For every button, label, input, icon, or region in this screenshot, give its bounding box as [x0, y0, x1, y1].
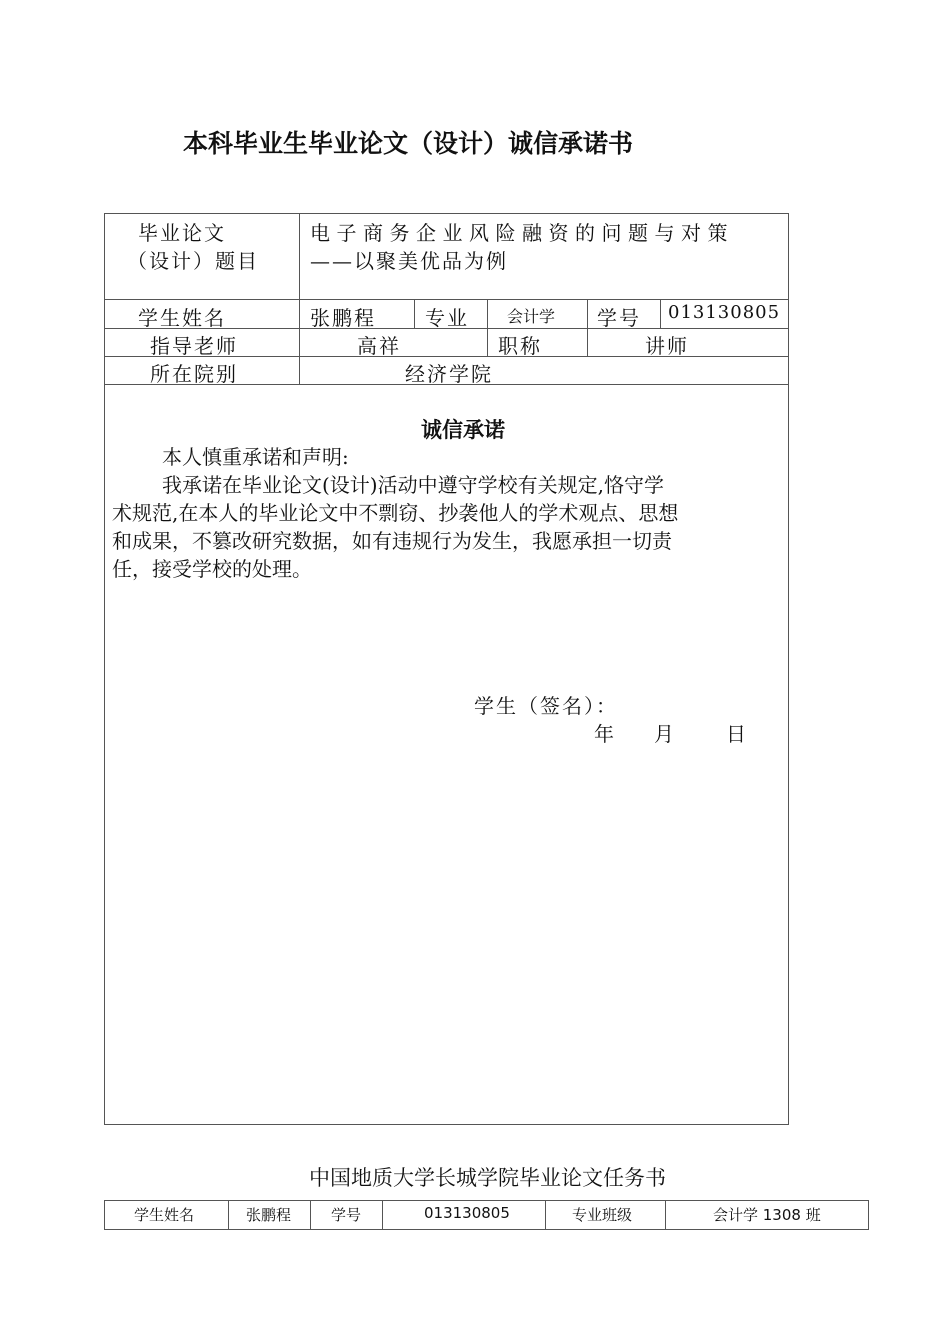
pledge-line: 术规范,在本人的毕业论文中不剽窃、抄袭他人的学术观点、思想 — [112, 501, 679, 525]
table-border — [414, 299, 415, 328]
pledge-line: 任，接受学校的处理。 — [112, 557, 312, 581]
document-title: 本科毕业生毕业论文（设计）诚信承诺书 — [183, 129, 634, 158]
pledge-heading: 诚信承诺 — [421, 418, 505, 442]
table-border — [310, 1200, 311, 1230]
date-month: 月 — [654, 722, 676, 746]
student-name: 张鹏程 — [246, 1206, 292, 1224]
major: 会计学 — [507, 307, 556, 326]
table-border — [788, 213, 789, 1125]
id-label: 学号 — [597, 306, 641, 330]
college-label: 所在院别 — [150, 362, 238, 386]
table-border — [228, 1200, 229, 1230]
pledge-intro: 本人慎重承诺和声明: — [162, 445, 349, 469]
table-border — [299, 213, 300, 384]
advisor: 高祥 — [357, 334, 401, 358]
student-name-label: 学生姓名 — [134, 1206, 195, 1224]
table-border — [587, 299, 588, 356]
date-day: 日 — [726, 722, 748, 746]
date-year: 年 — [594, 722, 616, 746]
table-border — [104, 1124, 789, 1125]
table-border — [545, 1200, 546, 1230]
table-border — [868, 1200, 869, 1230]
task-book-title: 中国地质大学长城学院毕业论文任务书 — [309, 1166, 666, 1190]
class: 会计学 1308 班 — [713, 1206, 821, 1224]
student-id: 013130805 — [424, 1204, 510, 1222]
thesis-topic: 电子商务企业风险融资的问题与对策 — [310, 221, 734, 245]
advisor-label: 指导老师 — [150, 334, 238, 358]
table-border — [104, 1200, 869, 1201]
table-border — [104, 1200, 105, 1230]
table-border — [104, 299, 789, 300]
table-border — [487, 299, 488, 356]
college: 经济学院 — [405, 362, 493, 386]
table-border — [382, 1200, 383, 1230]
topic-label: （设计）题目 — [127, 249, 259, 273]
table-border — [660, 299, 661, 328]
pledge-line: 我承诺在毕业论文(设计)活动中遵守学校有关规定,恪守学 — [162, 473, 664, 497]
id-label: 学号 — [331, 1206, 362, 1224]
signature-label: 学生（签名）： — [474, 694, 618, 718]
major-label: 专业 — [425, 306, 469, 330]
table-border — [104, 213, 105, 1125]
topic-label: 毕业论文 — [138, 221, 226, 245]
student-id: 013130805 — [668, 302, 781, 323]
advisor-title-label: 职称 — [498, 334, 542, 358]
student-name-label: 学生姓名 — [138, 306, 226, 330]
student-name: 张鹏程 — [310, 306, 376, 330]
pledge-line: 和成果，不篡改研究数据，如有违规行为发生，我愿承担一切责 — [112, 529, 672, 553]
class-label: 专业班级 — [572, 1206, 633, 1224]
table-border — [104, 213, 789, 214]
thesis-topic: ——以聚美优品为例 — [310, 249, 508, 273]
table-border — [104, 1229, 869, 1230]
table-border — [665, 1200, 666, 1230]
advisor-title: 讲师 — [645, 334, 689, 358]
